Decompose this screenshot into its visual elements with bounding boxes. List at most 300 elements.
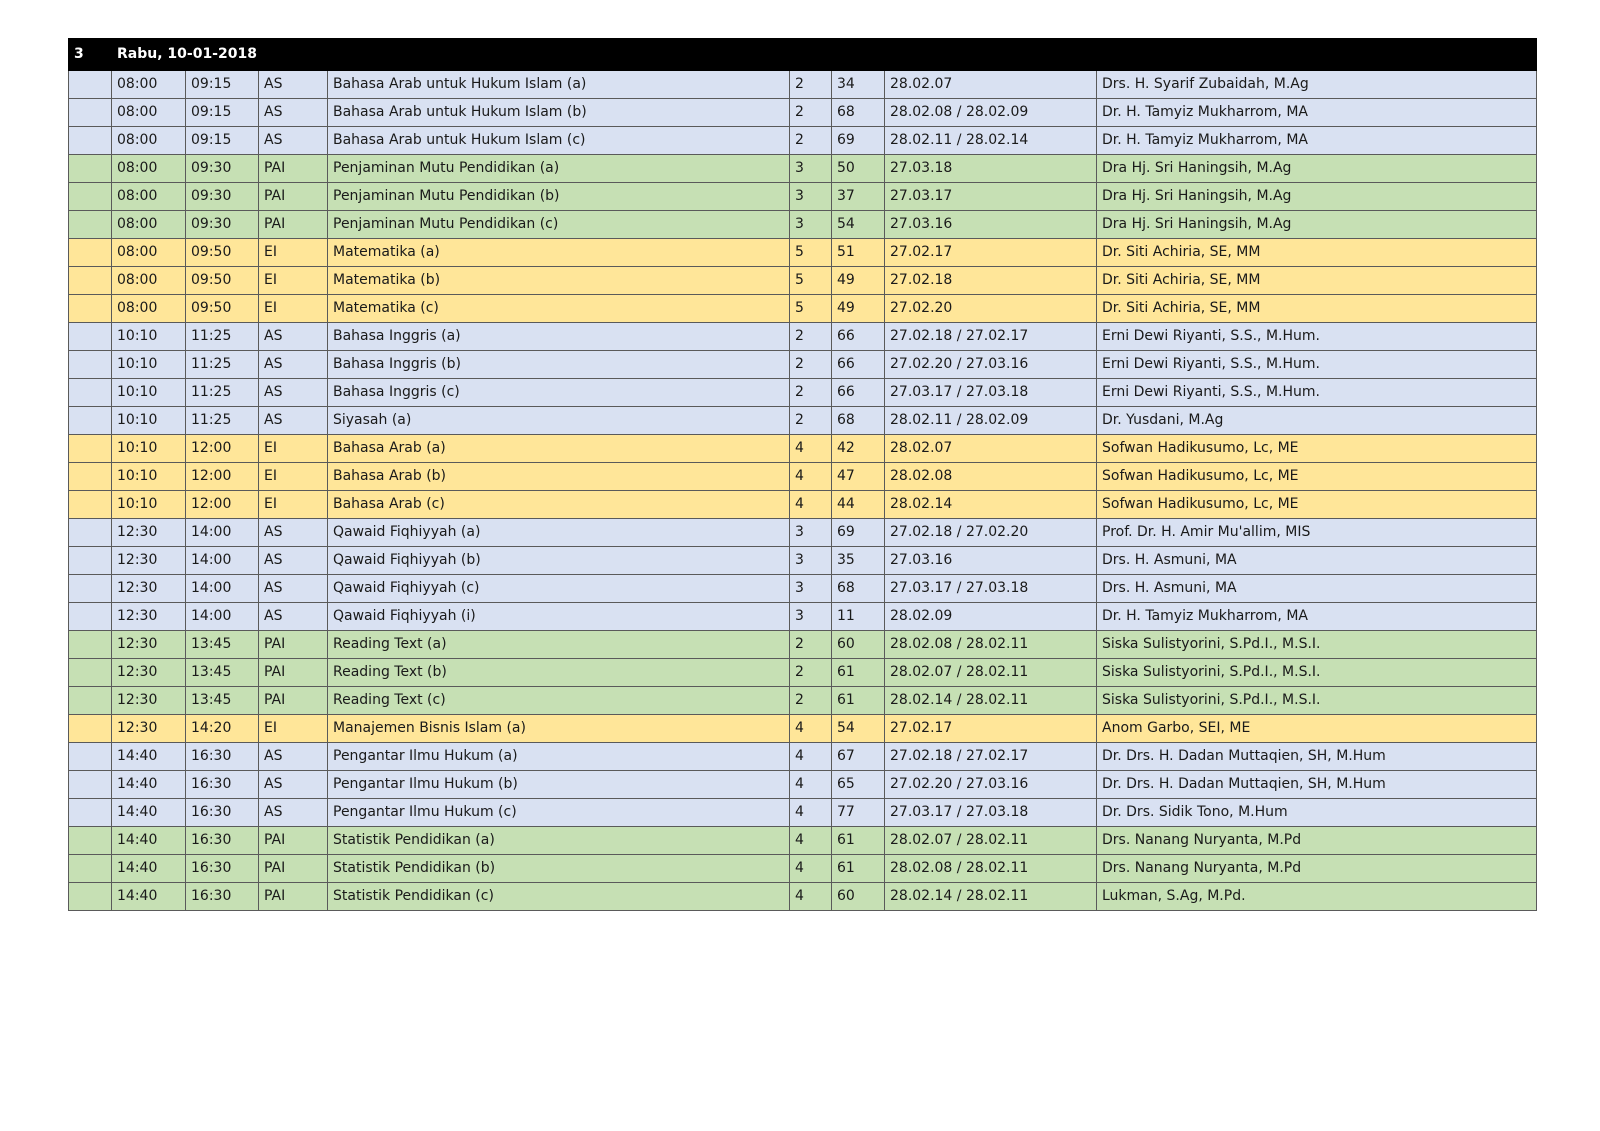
lecturer-cell: Erni Dewi Riyanti, S.S., M.Hum. <box>1097 323 1537 351</box>
start-time-cell: 14:40 <box>112 799 186 827</box>
course-name-cell: Qawaid Fiqhiyyah (c) <box>328 575 790 603</box>
prodi-cell: AS <box>259 519 328 547</box>
table-row <box>69 211 1537 239</box>
prodi-cell: AS <box>259 127 328 155</box>
table-row <box>69 379 1537 407</box>
prodi-cell: PAI <box>259 155 328 183</box>
blank-cell <box>69 379 112 407</box>
blank-cell <box>69 99 112 127</box>
room-cell: 28.02.11 / 28.02.14 <box>885 127 1097 155</box>
start-time-cell: 10:10 <box>112 435 186 463</box>
sks-cell: 4 <box>790 491 832 519</box>
room-cell: 27.02.20 <box>885 295 1097 323</box>
lecturer-cell: Dr. Yusdani, M.Ag <box>1097 407 1537 435</box>
start-time-cell: 10:10 <box>112 463 186 491</box>
student-count-cell: 68 <box>832 99 885 127</box>
prodi-cell: EI <box>259 491 328 519</box>
end-time-cell: 14:00 <box>186 519 259 547</box>
start-time-cell: 10:10 <box>112 379 186 407</box>
end-time-cell: 12:00 <box>186 491 259 519</box>
table-row <box>69 155 1537 183</box>
course-name-cell: Pengantar Ilmu Hukum (a) <box>328 743 790 771</box>
lecturer-cell: Prof. Dr. H. Amir Mu'allim, MIS <box>1097 519 1537 547</box>
lecturer-cell: Siska Sulistyorini, S.Pd.I., M.S.I. <box>1097 659 1537 687</box>
course-name-cell: Pengantar Ilmu Hukum (c) <box>328 799 790 827</box>
course-name-cell: Bahasa Arab untuk Hukum Islam (c) <box>328 127 790 155</box>
course-name-cell: Bahasa Arab untuk Hukum Islam (b) <box>328 99 790 127</box>
blank-cell <box>69 715 112 743</box>
prodi-cell: AS <box>259 547 328 575</box>
sks-cell: 3 <box>790 519 832 547</box>
room-cell: 28.02.14 / 28.02.11 <box>885 687 1097 715</box>
prodi-cell: AS <box>259 575 328 603</box>
prodi-cell: EI <box>259 239 328 267</box>
end-time-cell: 12:00 <box>186 435 259 463</box>
student-count-cell: 61 <box>832 827 885 855</box>
sks-cell: 4 <box>790 743 832 771</box>
sks-cell: 2 <box>790 687 832 715</box>
student-count-cell: 77 <box>832 799 885 827</box>
table-row <box>69 435 1537 463</box>
prodi-cell: EI <box>259 435 328 463</box>
blank-cell <box>69 547 112 575</box>
end-time-cell: 14:00 <box>186 603 259 631</box>
room-cell: 28.02.07 / 28.02.11 <box>885 827 1097 855</box>
start-time-cell: 12:30 <box>112 547 186 575</box>
prodi-cell: EI <box>259 463 328 491</box>
room-cell: 27.03.17 / 27.03.18 <box>885 799 1097 827</box>
table-row <box>69 631 1537 659</box>
lecturer-cell: Dra Hj. Sri Haningsih, M.Ag <box>1097 183 1537 211</box>
table-row <box>69 575 1537 603</box>
start-time-cell: 08:00 <box>112 99 186 127</box>
student-count-cell: 61 <box>832 855 885 883</box>
prodi-cell: AS <box>259 799 328 827</box>
table-row <box>69 295 1537 323</box>
table-row <box>69 687 1537 715</box>
room-cell: 28.02.07 / 28.02.11 <box>885 659 1097 687</box>
prodi-cell: PAI <box>259 687 328 715</box>
room-cell: 28.02.11 / 28.02.09 <box>885 407 1097 435</box>
sks-cell: 3 <box>790 603 832 631</box>
sks-cell: 4 <box>790 715 832 743</box>
table-row <box>69 127 1537 155</box>
course-name-cell: Qawaid Fiqhiyyah (b) <box>328 547 790 575</box>
sks-cell: 2 <box>790 127 832 155</box>
lecturer-cell: Sofwan Hadikusumo, Lc, ME <box>1097 435 1537 463</box>
start-time-cell: 14:40 <box>112 771 186 799</box>
room-cell: 28.02.14 / 28.02.11 <box>885 883 1097 911</box>
student-count-cell: 61 <box>832 687 885 715</box>
table-row <box>69 463 1537 491</box>
prodi-cell: PAI <box>259 855 328 883</box>
student-count-cell: 11 <box>832 603 885 631</box>
start-time-cell: 12:30 <box>112 603 186 631</box>
lecturer-cell: Dr. Siti Achiria, SE, MM <box>1097 267 1537 295</box>
table-row <box>69 99 1537 127</box>
end-time-cell: 09:15 <box>186 127 259 155</box>
end-time-cell: 11:25 <box>186 379 259 407</box>
table-row <box>69 743 1537 771</box>
prodi-cell: AS <box>259 379 328 407</box>
sks-cell: 4 <box>790 771 832 799</box>
student-count-cell: 49 <box>832 267 885 295</box>
course-name-cell: Siyasah (a) <box>328 407 790 435</box>
blank-cell <box>69 435 112 463</box>
blank-cell <box>69 211 112 239</box>
lecturer-cell: Drs. H. Asmuni, MA <box>1097 575 1537 603</box>
end-time-cell: 09:50 <box>186 267 259 295</box>
student-count-cell: 66 <box>832 323 885 351</box>
prodi-cell: PAI <box>259 827 328 855</box>
course-name-cell: Reading Text (a) <box>328 631 790 659</box>
blank-cell <box>69 323 112 351</box>
blank-cell <box>69 351 112 379</box>
table-row <box>69 351 1537 379</box>
room-cell: 27.03.17 / 27.03.18 <box>885 575 1097 603</box>
course-name-cell: Bahasa Arab (a) <box>328 435 790 463</box>
end-time-cell: 12:00 <box>186 463 259 491</box>
blank-cell <box>69 491 112 519</box>
room-cell: 27.02.17 <box>885 715 1097 743</box>
course-name-cell: Statistik Pendidikan (b) <box>328 855 790 883</box>
sks-cell: 2 <box>790 631 832 659</box>
prodi-cell: AS <box>259 351 328 379</box>
start-time-cell: 08:00 <box>112 71 186 99</box>
sks-cell: 2 <box>790 659 832 687</box>
student-count-cell: 42 <box>832 435 885 463</box>
schedule-rows <box>69 71 1537 911</box>
course-name-cell: Reading Text (c) <box>328 687 790 715</box>
table-row <box>69 519 1537 547</box>
end-time-cell: 09:50 <box>186 239 259 267</box>
course-name-cell: Manajemen Bisnis Islam (a) <box>328 715 790 743</box>
prodi-cell: EI <box>259 267 328 295</box>
room-cell: 28.02.08 / 28.02.09 <box>885 99 1097 127</box>
course-name-cell: Matematika (b) <box>328 267 790 295</box>
end-time-cell: 09:30 <box>186 211 259 239</box>
start-time-cell: 12:30 <box>112 687 186 715</box>
table-row <box>69 771 1537 799</box>
room-cell: 28.02.07 <box>885 435 1097 463</box>
room-cell: 27.03.16 <box>885 211 1097 239</box>
course-name-cell: Qawaid Fiqhiyyah (a) <box>328 519 790 547</box>
lecturer-cell: Siska Sulistyorini, S.Pd.I., M.S.I. <box>1097 631 1537 659</box>
end-time-cell: 11:25 <box>186 323 259 351</box>
room-cell: 27.02.20 / 27.03.16 <box>885 771 1097 799</box>
course-name-cell: Penjaminan Mutu Pendidikan (a) <box>328 155 790 183</box>
lecturer-cell: Dr. Drs. H. Dadan Muttaqien, SH, M.Hum <box>1097 743 1537 771</box>
room-cell: 28.02.08 / 28.02.11 <box>885 855 1097 883</box>
lecturer-cell: Lukman, S.Ag, M.Pd. <box>1097 883 1537 911</box>
end-time-cell: 16:30 <box>186 855 259 883</box>
start-time-cell: 14:40 <box>112 743 186 771</box>
end-time-cell: 09:50 <box>186 295 259 323</box>
end-time-cell: 16:30 <box>186 883 259 911</box>
room-cell: 28.02.08 / 28.02.11 <box>885 631 1097 659</box>
end-time-cell: 14:00 <box>186 575 259 603</box>
student-count-cell: 54 <box>832 211 885 239</box>
student-count-cell: 61 <box>832 659 885 687</box>
student-count-cell: 34 <box>832 71 885 99</box>
student-count-cell: 60 <box>832 883 885 911</box>
table-row <box>69 183 1537 211</box>
table-row <box>69 603 1537 631</box>
blank-cell <box>69 295 112 323</box>
student-count-cell: 37 <box>832 183 885 211</box>
start-time-cell: 14:40 <box>112 883 186 911</box>
table-row <box>69 491 1537 519</box>
sks-cell: 2 <box>790 71 832 99</box>
student-count-cell: 35 <box>832 547 885 575</box>
end-time-cell: 13:45 <box>186 687 259 715</box>
lecturer-cell: Dr. Drs. H. Dadan Muttaqien, SH, M.Hum <box>1097 771 1537 799</box>
student-count-cell: 67 <box>832 743 885 771</box>
table-row <box>69 799 1537 827</box>
room-cell: 28.02.08 <box>885 463 1097 491</box>
room-cell: 27.02.17 <box>885 239 1097 267</box>
blank-cell <box>69 407 112 435</box>
start-time-cell: 08:00 <box>112 211 186 239</box>
sks-cell: 2 <box>790 323 832 351</box>
table-row <box>69 883 1537 911</box>
course-name-cell: Matematika (c) <box>328 295 790 323</box>
day-header-row <box>69 39 1537 71</box>
room-cell: 27.02.18 / 27.02.17 <box>885 743 1097 771</box>
student-count-cell: 66 <box>832 351 885 379</box>
room-cell: 27.03.17 / 27.03.18 <box>885 379 1097 407</box>
lecturer-cell: Sofwan Hadikusumo, Lc, ME <box>1097 491 1537 519</box>
student-count-cell: 68 <box>832 407 885 435</box>
course-name-cell: Bahasa Inggris (c) <box>328 379 790 407</box>
lecturer-cell: Anom Garbo, SEI, ME <box>1097 715 1537 743</box>
prodi-cell: AS <box>259 71 328 99</box>
blank-cell <box>69 743 112 771</box>
room-cell: 28.02.14 <box>885 491 1097 519</box>
lecturer-cell: Sofwan Hadikusumo, Lc, ME <box>1097 463 1537 491</box>
lecturer-cell: Dra Hj. Sri Haningsih, M.Ag <box>1097 155 1537 183</box>
start-time-cell: 14:40 <box>112 855 186 883</box>
table-row <box>69 267 1537 295</box>
start-time-cell: 10:10 <box>112 407 186 435</box>
lecturer-cell: Dr. Drs. Sidik Tono, M.Hum <box>1097 799 1537 827</box>
student-count-cell: 49 <box>832 295 885 323</box>
lecturer-cell: Dr. H. Tamyiz Mukharrom, MA <box>1097 603 1537 631</box>
course-name-cell: Bahasa Arab (c) <box>328 491 790 519</box>
blank-cell <box>69 855 112 883</box>
end-time-cell: 13:45 <box>186 631 259 659</box>
start-time-cell: 08:00 <box>112 155 186 183</box>
blank-cell <box>69 631 112 659</box>
blank-cell <box>69 687 112 715</box>
start-time-cell: 08:00 <box>112 239 186 267</box>
course-name-cell: Bahasa Inggris (b) <box>328 351 790 379</box>
start-time-cell: 08:00 <box>112 295 186 323</box>
student-count-cell: 68 <box>832 575 885 603</box>
room-cell: 27.02.18 / 27.02.20 <box>885 519 1097 547</box>
start-time-cell: 10:10 <box>112 351 186 379</box>
lecturer-cell: Dr. H. Tamyiz Mukharrom, MA <box>1097 99 1537 127</box>
sks-cell: 5 <box>790 239 832 267</box>
lecturer-cell: Drs. H. Asmuni, MA <box>1097 547 1537 575</box>
student-count-cell: 54 <box>832 715 885 743</box>
lecturer-cell: Drs. H. Syarif Zubaidah, M.Ag <box>1097 71 1537 99</box>
blank-cell <box>69 519 112 547</box>
student-count-cell: 69 <box>832 127 885 155</box>
student-count-cell: 66 <box>832 379 885 407</box>
table-row <box>69 659 1537 687</box>
end-time-cell: 11:25 <box>186 351 259 379</box>
prodi-cell: PAI <box>259 659 328 687</box>
prodi-cell: AS <box>259 743 328 771</box>
blank-cell <box>69 267 112 295</box>
table-row <box>69 71 1537 99</box>
blank-cell <box>69 659 112 687</box>
end-time-cell: 09:30 <box>186 155 259 183</box>
start-time-cell: 12:30 <box>112 519 186 547</box>
student-count-cell: 69 <box>832 519 885 547</box>
schedule-table <box>68 38 1537 911</box>
student-count-cell: 51 <box>832 239 885 267</box>
blank-cell <box>69 239 112 267</box>
blank-cell <box>69 603 112 631</box>
prodi-cell: PAI <box>259 211 328 239</box>
end-time-cell: 16:30 <box>186 743 259 771</box>
prodi-cell: AS <box>259 771 328 799</box>
course-name-cell: Statistik Pendidikan (a) <box>328 827 790 855</box>
table-row <box>69 715 1537 743</box>
course-name-cell: Qawaid Fiqhiyyah (i) <box>328 603 790 631</box>
lecturer-cell: Dr. H. Tamyiz Mukharrom, MA <box>1097 127 1537 155</box>
sks-cell: 5 <box>790 295 832 323</box>
start-time-cell: 12:30 <box>112 715 186 743</box>
course-name-cell: Pengantar Ilmu Hukum (b) <box>328 771 790 799</box>
blank-cell <box>69 127 112 155</box>
lecturer-cell: Dra Hj. Sri Haningsih, M.Ag <box>1097 211 1537 239</box>
lecturer-cell: Erni Dewi Riyanti, S.S., M.Hum. <box>1097 351 1537 379</box>
blank-cell <box>69 183 112 211</box>
room-cell: 27.03.17 <box>885 183 1097 211</box>
course-name-cell: Statistik Pendidikan (c) <box>328 883 790 911</box>
blank-cell <box>69 575 112 603</box>
room-cell: 27.02.18 <box>885 267 1097 295</box>
room-cell: 27.02.20 / 27.03.16 <box>885 351 1097 379</box>
sks-cell: 3 <box>790 211 832 239</box>
start-time-cell: 12:30 <box>112 659 186 687</box>
room-cell: 28.02.09 <box>885 603 1097 631</box>
end-time-cell: 16:30 <box>186 771 259 799</box>
sks-cell: 2 <box>790 379 832 407</box>
sks-cell: 2 <box>790 407 832 435</box>
sks-cell: 3 <box>790 547 832 575</box>
day-number: 3 <box>69 39 112 71</box>
room-cell: 28.02.07 <box>885 71 1097 99</box>
student-count-cell: 50 <box>832 155 885 183</box>
end-time-cell: 09:30 <box>186 183 259 211</box>
prodi-cell: PAI <box>259 883 328 911</box>
course-name-cell: Reading Text (b) <box>328 659 790 687</box>
start-time-cell: 12:30 <box>112 575 186 603</box>
blank-cell <box>69 155 112 183</box>
sks-cell: 3 <box>790 155 832 183</box>
day-date: Rabu, 10-01-2018 <box>112 39 1537 71</box>
start-time-cell: 14:40 <box>112 827 186 855</box>
sks-cell: 4 <box>790 827 832 855</box>
course-name-cell: Matematika (a) <box>328 239 790 267</box>
start-time-cell: 10:10 <box>112 323 186 351</box>
course-name-cell: Penjaminan Mutu Pendidikan (c) <box>328 211 790 239</box>
table-row <box>69 855 1537 883</box>
blank-cell <box>69 71 112 99</box>
lecturer-cell: Siska Sulistyorini, S.Pd.I., M.S.I. <box>1097 687 1537 715</box>
blank-cell <box>69 827 112 855</box>
blank-cell <box>69 799 112 827</box>
sks-cell: 4 <box>790 855 832 883</box>
end-time-cell: 14:00 <box>186 547 259 575</box>
table-row <box>69 407 1537 435</box>
prodi-cell: EI <box>259 715 328 743</box>
sks-cell: 4 <box>790 883 832 911</box>
prodi-cell: PAI <box>259 631 328 659</box>
lecturer-cell: Drs. Nanang Nuryanta, M.Pd <box>1097 827 1537 855</box>
end-time-cell: 16:30 <box>186 827 259 855</box>
start-time-cell: 12:30 <box>112 631 186 659</box>
course-name-cell: Penjaminan Mutu Pendidikan (b) <box>328 183 790 211</box>
student-count-cell: 47 <box>832 463 885 491</box>
course-name-cell: Bahasa Arab (b) <box>328 463 790 491</box>
student-count-cell: 44 <box>832 491 885 519</box>
prodi-cell: AS <box>259 323 328 351</box>
prodi-cell: PAI <box>259 183 328 211</box>
lecturer-cell: Erni Dewi Riyanti, S.S., M.Hum. <box>1097 379 1537 407</box>
table-row <box>69 827 1537 855</box>
table-row <box>69 547 1537 575</box>
table-row <box>69 323 1537 351</box>
sks-cell: 3 <box>790 183 832 211</box>
end-time-cell: 09:15 <box>186 71 259 99</box>
blank-cell <box>69 771 112 799</box>
start-time-cell: 08:00 <box>112 183 186 211</box>
sks-cell: 2 <box>790 351 832 379</box>
student-count-cell: 60 <box>832 631 885 659</box>
prodi-cell: AS <box>259 407 328 435</box>
sks-cell: 2 <box>790 99 832 127</box>
course-name-cell: Bahasa Inggris (a) <box>328 323 790 351</box>
sks-cell: 4 <box>790 435 832 463</box>
end-time-cell: 11:25 <box>186 407 259 435</box>
lecturer-cell: Dr. Siti Achiria, SE, MM <box>1097 295 1537 323</box>
end-time-cell: 09:15 <box>186 99 259 127</box>
prodi-cell: AS <box>259 99 328 127</box>
sks-cell: 4 <box>790 799 832 827</box>
course-name-cell: Bahasa Arab untuk Hukum Islam (a) <box>328 71 790 99</box>
sks-cell: 3 <box>790 575 832 603</box>
sks-cell: 5 <box>790 267 832 295</box>
lecturer-cell: Dr. Siti Achiria, SE, MM <box>1097 239 1537 267</box>
blank-cell <box>69 463 112 491</box>
end-time-cell: 14:20 <box>186 715 259 743</box>
student-count-cell: 65 <box>832 771 885 799</box>
table-row <box>69 239 1537 267</box>
start-time-cell: 08:00 <box>112 267 186 295</box>
room-cell: 27.03.16 <box>885 547 1097 575</box>
prodi-cell: EI <box>259 295 328 323</box>
prodi-cell: AS <box>259 603 328 631</box>
room-cell: 27.03.18 <box>885 155 1097 183</box>
blank-cell <box>69 883 112 911</box>
end-time-cell: 16:30 <box>186 799 259 827</box>
sks-cell: 4 <box>790 463 832 491</box>
